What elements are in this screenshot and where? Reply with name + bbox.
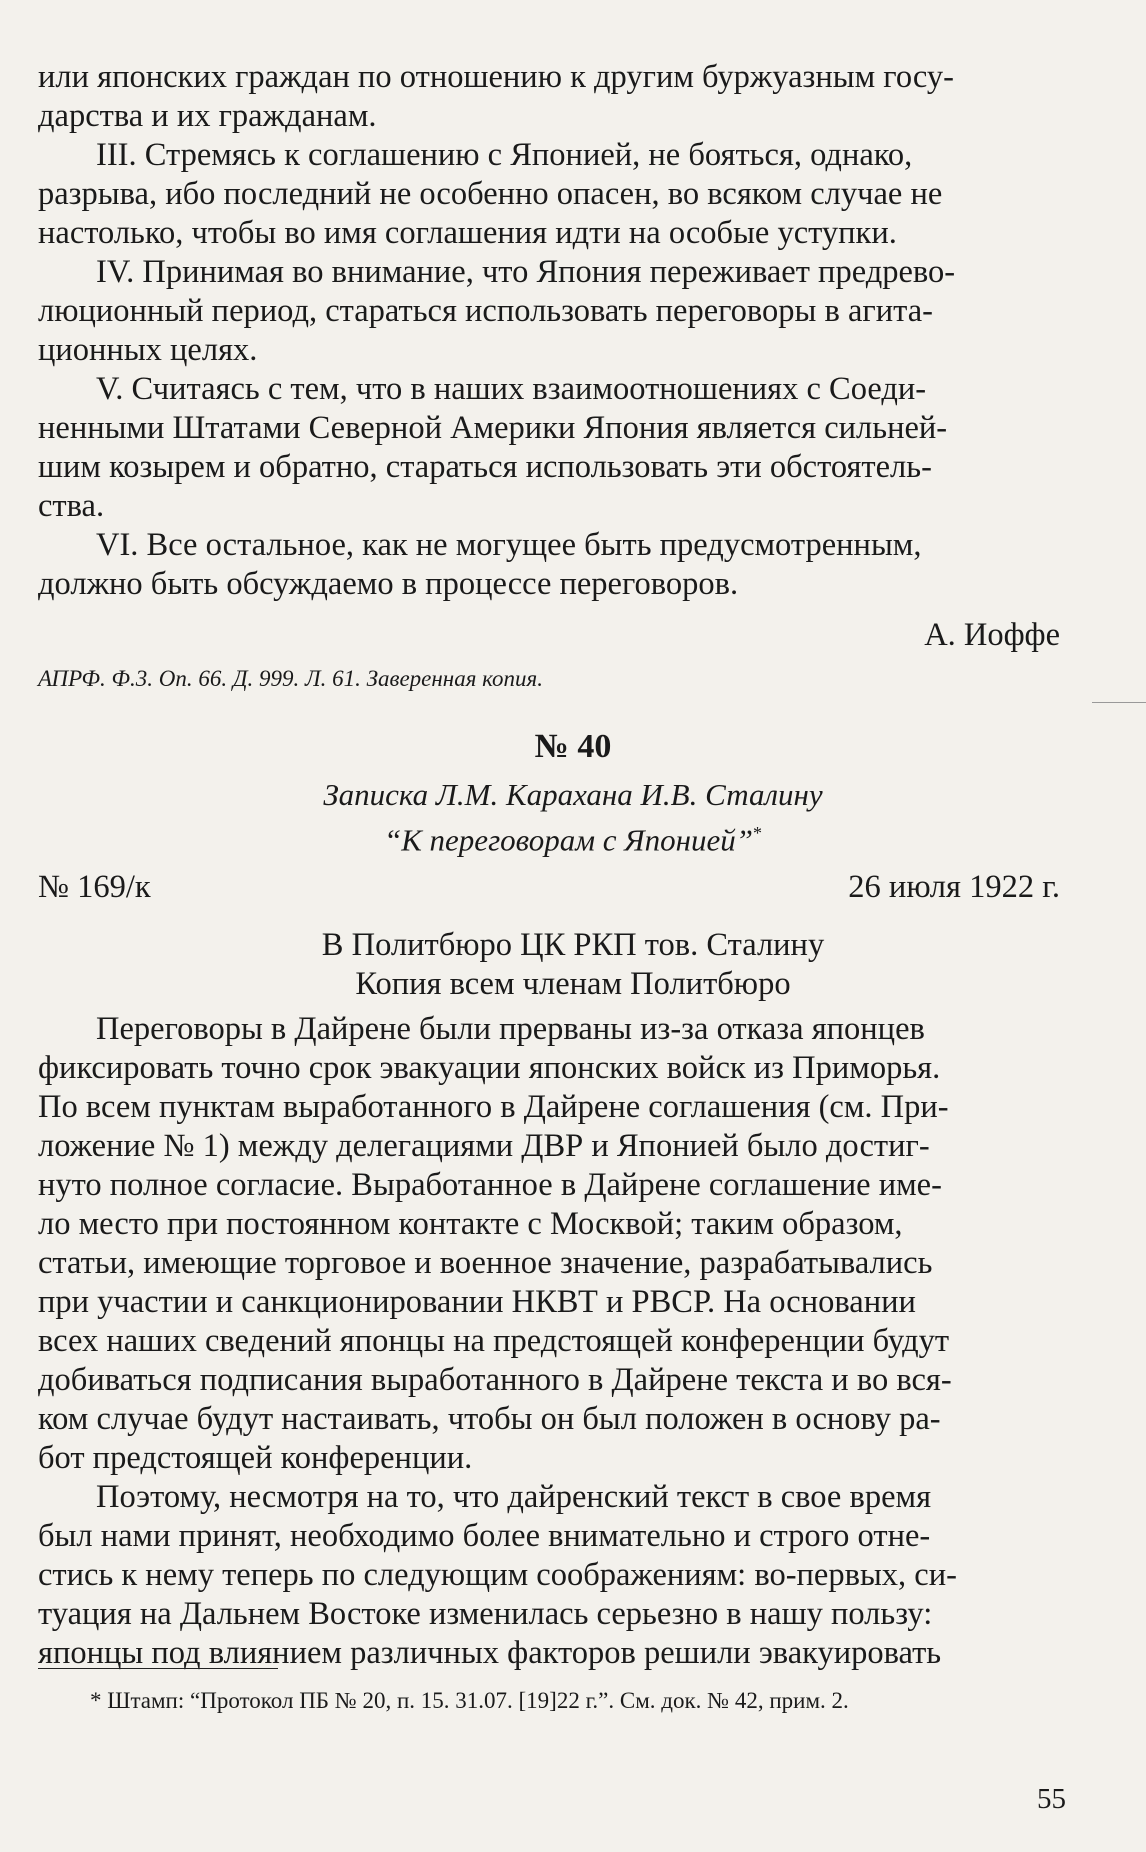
text-line: ционных целях. — [38, 332, 258, 368]
body-paragraph-1 — [38, 1010, 1060, 1478]
paragraph-iv — [38, 253, 1060, 370]
text-line: шим козырем и обратно, стараться использовать эти обстоятель- — [38, 449, 932, 485]
scan-artifact-line — [1092, 702, 1146, 703]
page-number: 55 — [1037, 1783, 1066, 1815]
text-line: люционный период, стараться использовать переговоры в агита- — [38, 293, 933, 329]
document-number: № 40 — [534, 728, 612, 765]
text-line: фиксировать точно срок эвакуации японских войск из Приморья. — [38, 1050, 941, 1086]
text-line: нуто полное согласие. Выработанное в Дайрене соглашение име- — [38, 1167, 942, 1203]
paragraph-continuation — [38, 58, 1060, 136]
footnote-divider — [38, 1668, 278, 1669]
text-line: ложение № 1) между делегациями ДВР и Японией было достиг- — [38, 1128, 930, 1164]
paragraph-iii — [38, 136, 1060, 253]
document-title — [0, 776, 1146, 859]
text-line: должно быть обсуждаемо в процессе переговоров. — [38, 566, 739, 602]
body-paragraph-2 — [38, 1478, 1060, 1673]
registration-number: № 169/к — [38, 869, 151, 905]
document-title-line: Записка Л.М. Карахана И.В. Сталину — [323, 777, 823, 812]
text-line: японцы под влиянием различных факторов решили эвакуировать — [38, 1635, 942, 1671]
text-line: всех наших сведений японцы на предстоящей конференции будут — [38, 1323, 950, 1359]
text-line: ства. — [38, 488, 105, 524]
text-line: ло место при постоянном контакте с Москвой; таким образом, — [38, 1206, 903, 1242]
paragraph-vi — [38, 526, 1060, 604]
text-line: дарства и их гражданам. — [38, 98, 377, 134]
text-line: разрыва, ибо последний не особенно опасен, во всяком случае не — [38, 176, 943, 212]
archive-source-note: АПРФ. Ф.3. Оп. 66. Д. 999. Л. 61. Заверенная копия. — [38, 666, 543, 691]
signature: А. Иоффе — [924, 617, 1060, 653]
text-line: туация на Дальнем Востоке изменилась серьезно в нашу пользу: — [38, 1596, 933, 1632]
text-line: при участии и санкционировании НКВТ и РВСР. На основании — [38, 1284, 916, 1320]
footnote-marker: * — [753, 823, 763, 843]
paragraph-v — [38, 370, 1060, 526]
text-line: стись к нему теперь по следующим соображениям: во-первых, си- — [38, 1557, 957, 1593]
text-line: бот предстоящей конференции. — [38, 1440, 473, 1476]
text-line: VI. Все остальное, как не могущее быть предусмотренным, — [96, 527, 922, 563]
addressee-copy-line: Копия всем членам Политбюро — [355, 966, 791, 1002]
footnote: * Штамп: “Протокол ПБ № 20, п. 15. 31.07. [19]22 г.”. См. док. № 42, прим. 2. — [90, 1688, 849, 1713]
text-line: V. Считаясь с тем, что в наших взаимоотношениях с Соеди- — [96, 371, 927, 407]
text-line: Поэтому, несмотря на то, что дайренский текст в свое время — [96, 1479, 932, 1515]
text-line: добиваться подписания выработанного в Дайрене текста и во вся- — [38, 1362, 952, 1398]
text-line: настолько, чтобы во имя соглашения идти на особые уступки. — [38, 215, 897, 251]
document-title-line: “К переговорам с Японией”* — [383, 822, 763, 858]
text-line: или японских граждан по отношению к другим буржуазным госу- — [38, 59, 954, 95]
text-line: Переговоры в Дайрене были прерваны из-за отказа японцев — [96, 1011, 925, 1047]
text-line: III. Стремясь к соглашению с Японией, не бояться, однако, — [96, 137, 913, 173]
document-date: 26 июля 1922 г. — [848, 869, 1060, 905]
text-line: По всем пунктам выработанного в Дайрене соглашения (см. При- — [38, 1089, 949, 1125]
text-line: IV. Принимая во внимание, что Япония переживает предрево- — [96, 254, 956, 290]
text-line: был нами принят, необходимо более внимательно и строго отне- — [38, 1518, 931, 1554]
text-line: ком случае будут настаивать, чтобы он был положен в основу ра- — [38, 1401, 941, 1437]
addressee-line: В Политбюро ЦК РКП тов. Сталину — [321, 927, 825, 963]
text-line: ненными Штатами Северной Америки Япония является сильней- — [38, 410, 948, 446]
text-line: статьи, имеющие торговое и военное значение, разрабатывались — [38, 1245, 933, 1281]
